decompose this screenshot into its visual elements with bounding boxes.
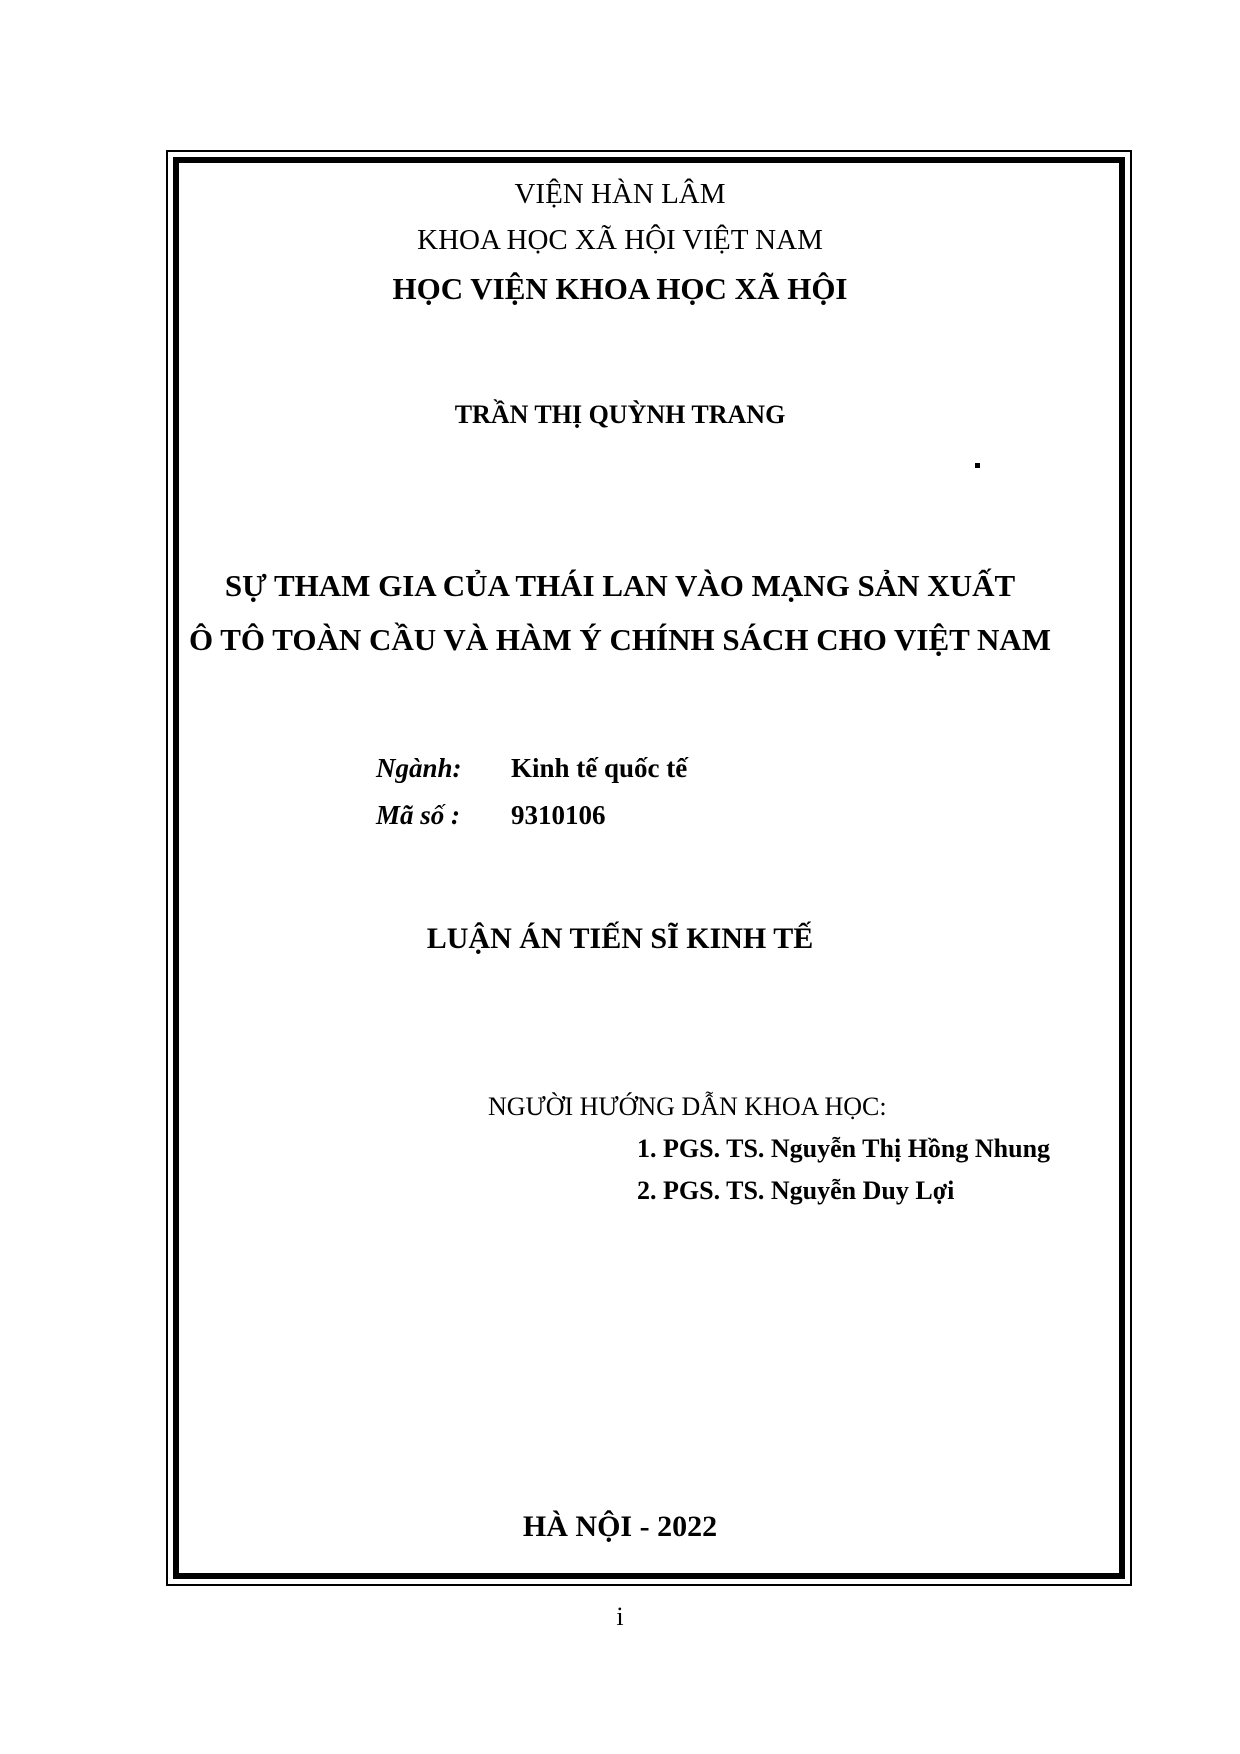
stray-dot	[975, 463, 980, 468]
advisor-item: 1. PGS. TS. Nguyễn Thị Hồng Nhung	[637, 1134, 1051, 1163]
advisor-item: 2. PGS. TS. Nguyễn Duy Lợi	[637, 1176, 955, 1205]
major-label: Ngành:	[376, 753, 462, 783]
thesis-title-line-1: SỰ THAM GIA CỦA THÁI LAN VÀO MẠNG SẢN XUẤT	[224, 568, 1016, 603]
code-value: 9310106	[511, 800, 606, 830]
advisors-label: NGƯỜI HƯỚNG DẪN KHOA HỌC:	[488, 1092, 887, 1121]
author-name: TRẦN THỊ QUỲNH TRANG	[454, 400, 786, 429]
page-number: i	[616, 1602, 624, 1631]
major-value: Kinh tế quốc tế	[511, 753, 688, 783]
code-label: Mã số :	[376, 800, 461, 830]
degree-title: LUẬN ÁN TIẾN SĨ KINH TẾ	[426, 922, 814, 955]
page-border-inner	[173, 157, 1125, 1579]
institution-line-1: VIỆN HÀN LÂM	[514, 178, 726, 210]
place-year: HÀ NỘI - 2022	[522, 1510, 718, 1543]
thesis-title-line-2: Ô TÔ TOÀN CẦU VÀ HÀM Ý CHÍNH SÁCH CHO VIỆT NAM	[188, 622, 1052, 657]
institution-line-3: HỌC VIỆN KHOA HỌC XÃ HỘI	[392, 271, 848, 306]
institution-line-2: KHOA HỌC XÃ HỘI VIỆT NAM	[417, 224, 823, 256]
